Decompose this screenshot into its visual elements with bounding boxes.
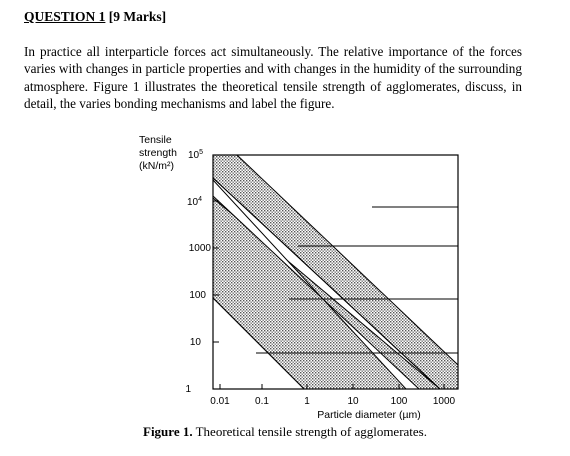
- y-tick-1e5: $10^5$: [187, 149, 203, 161]
- x-tick-0.1: 0.1: [255, 396, 269, 407]
- question-paragraph: In practice all interparticle forces act simultaneously. The relative importance of the forces varies with changes in particle properties and with changes in the humidity of the surrounding atmosphere. Figure 1 illustrates the theoretical tensile strength of agglomerates, discuss, in detail, the varies bonding mechanisms and label the figure.: [24, 44, 522, 111]
- x-axis-label: Particle diameter (µm): [317, 409, 421, 421]
- y-axis-label-1: Tensile: [139, 134, 172, 146]
- y-tick-10: 10: [189, 337, 201, 348]
- caption-label: Figure 1.: [143, 424, 193, 439]
- question-number: QUESTION 1: [24, 9, 106, 24]
- x-tick-0.01: 0.01: [210, 396, 230, 407]
- y-tick-1: 1: [185, 384, 191, 395]
- y-tick-1e4: $10^4$: [186, 196, 202, 208]
- x-tick-1: 1: [304, 396, 310, 407]
- y-tick-100: 100: [189, 290, 206, 301]
- x-tick-100: 100: [390, 396, 408, 407]
- y-tick-1000: 1000: [188, 243, 211, 254]
- question-marks: [9 Marks]: [108, 9, 167, 24]
- y-axis-label-3: (kN/m²): [139, 160, 174, 172]
- x-tick-10: 10: [347, 396, 359, 407]
- y-axis-label-2: strength: [139, 147, 177, 159]
- caption-text: Theoretical tensile strength of agglomerates.: [195, 424, 427, 439]
- figure-caption: [0, 424, 570, 440]
- x-tick-1000: 1000: [432, 396, 456, 407]
